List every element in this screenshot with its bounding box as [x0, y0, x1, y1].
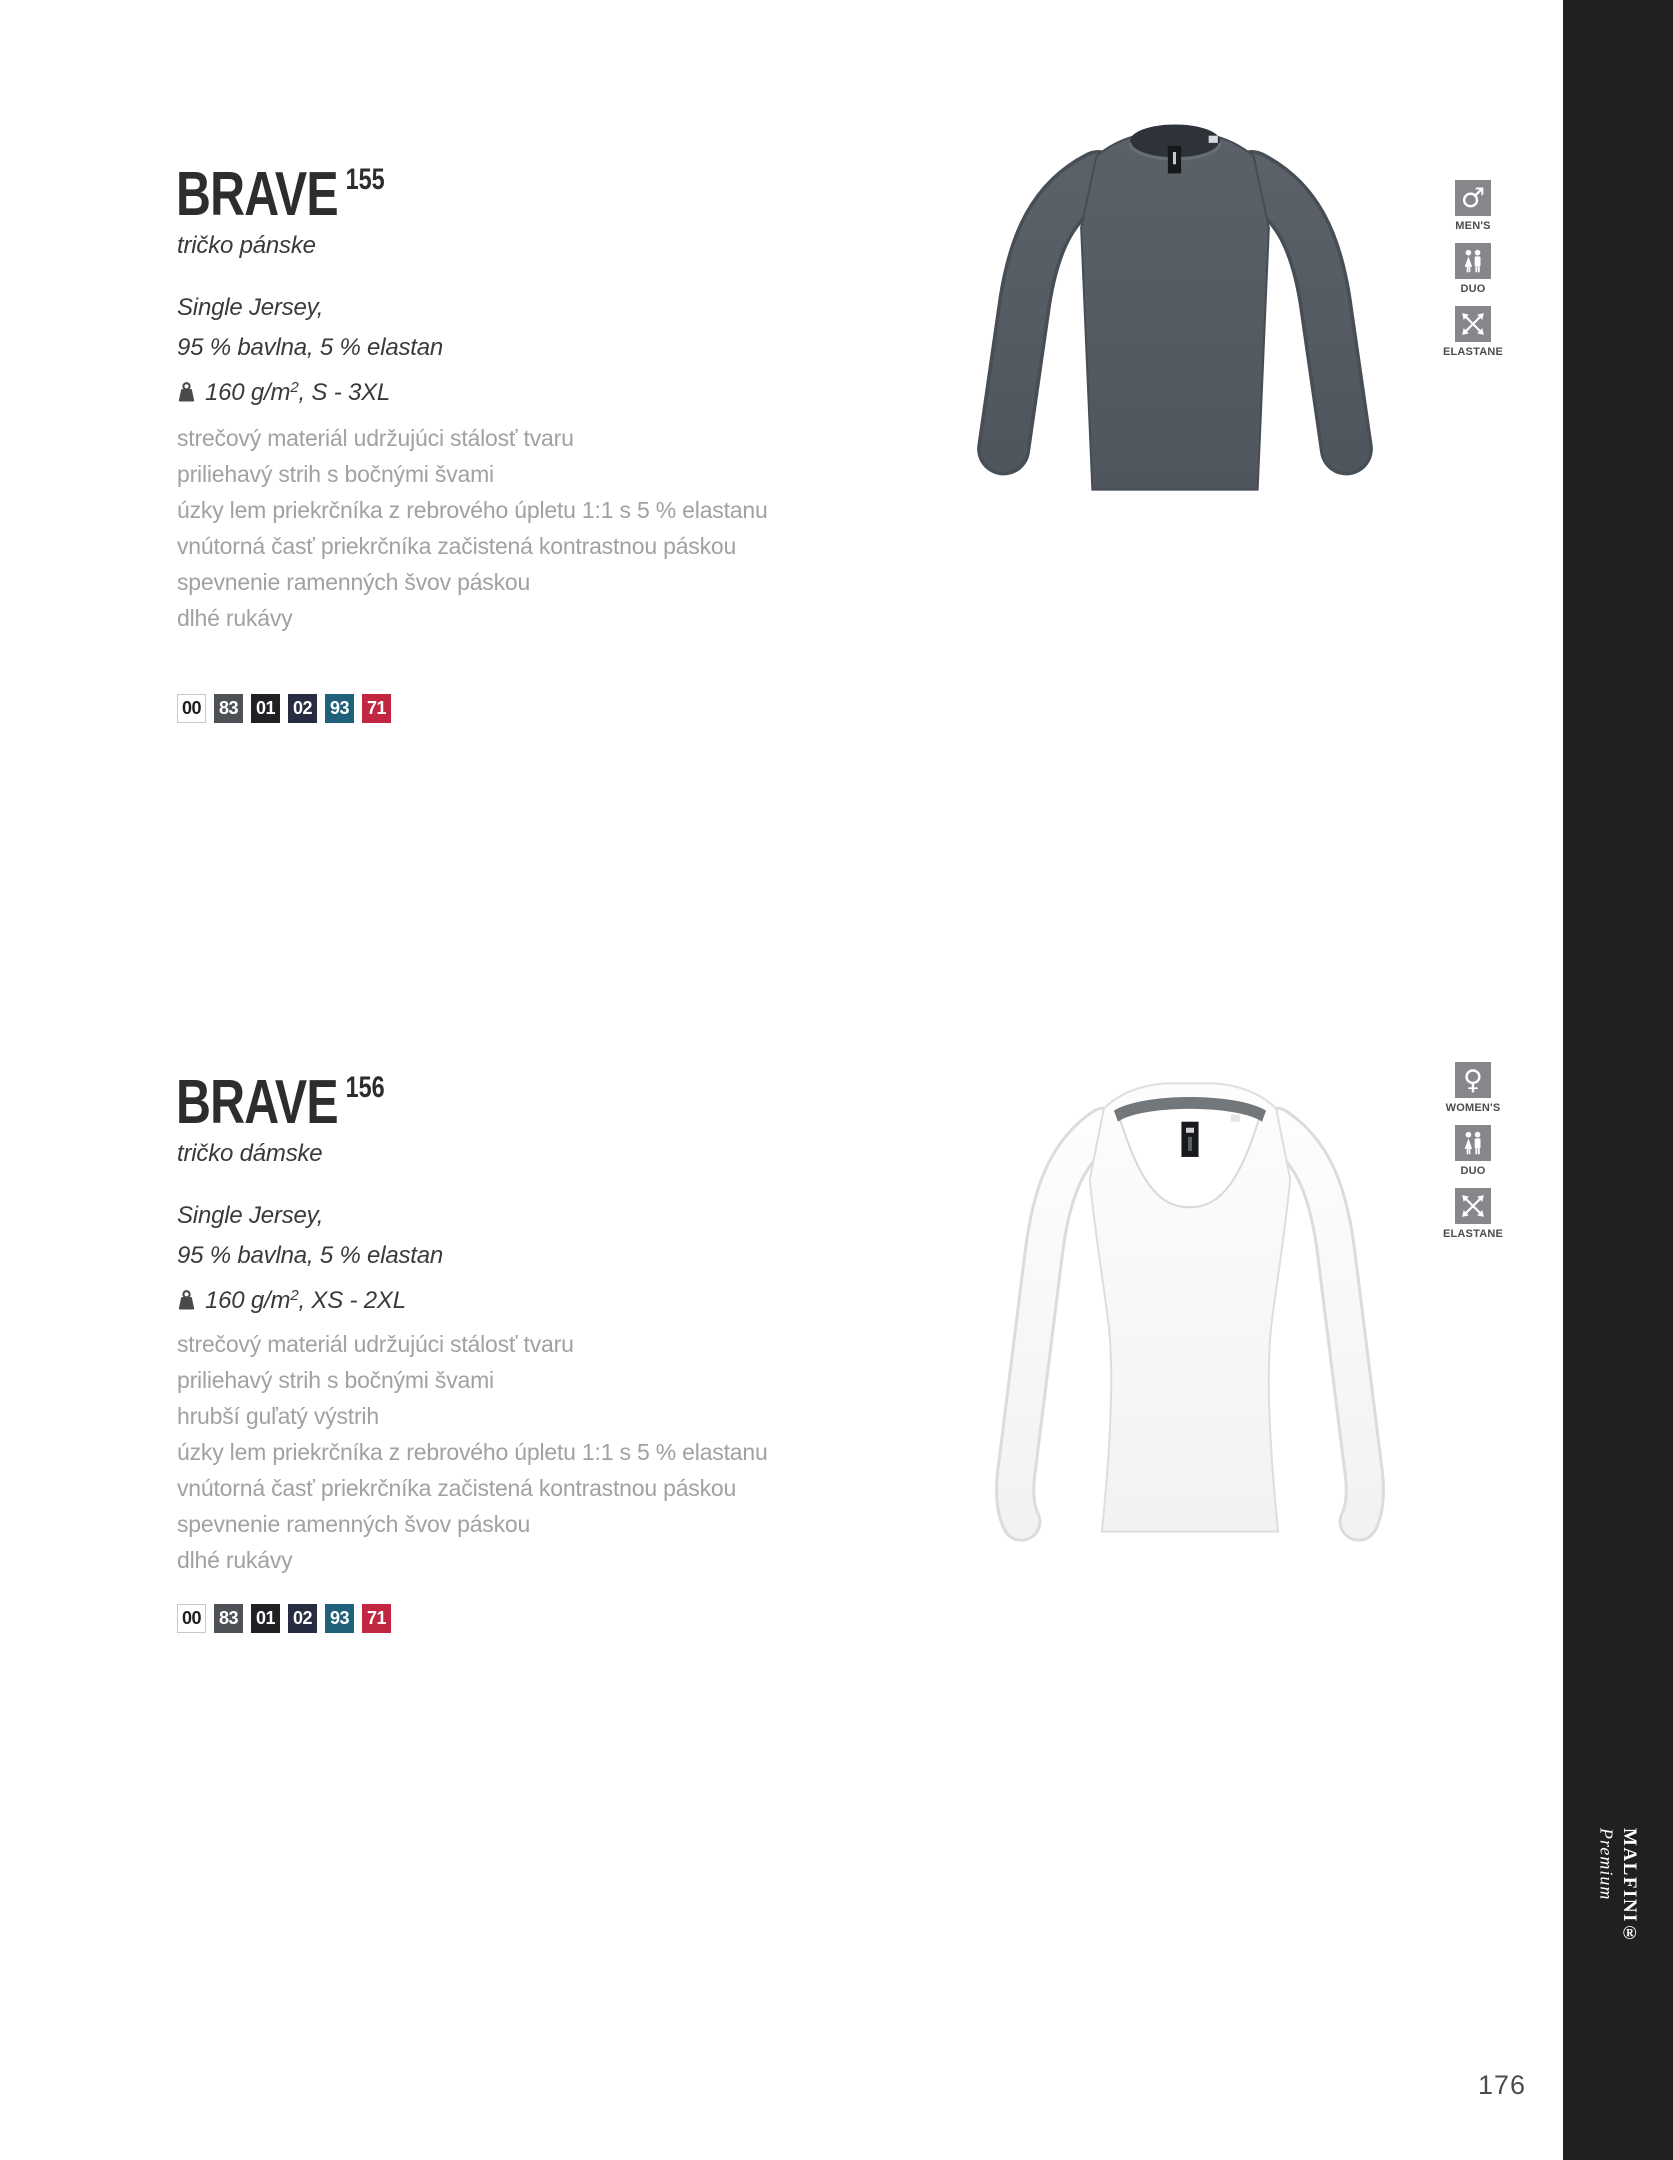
product-title	[176, 159, 385, 229]
product-name: BRAVE	[176, 159, 338, 229]
mens-shirt-photo	[920, 100, 1430, 508]
color-swatch-71: 71	[362, 1604, 391, 1633]
color-swatch-row	[177, 694, 391, 723]
womens-icon: ♀	[1463, 1064, 1483, 1096]
badge-column	[1440, 180, 1506, 369]
feature-item: priliehavý strih s bočnými švami	[177, 461, 494, 487]
elastane-badge-square	[1455, 306, 1491, 342]
color-swatch-93: 93	[325, 1604, 354, 1633]
womens-shirt-photo	[950, 1026, 1430, 1578]
feature-item: úzky lem priekrčníka z rebrového úpletu 1:1 s 5 % elastanu	[177, 497, 768, 523]
badge-label: ELASTANE	[1442, 346, 1504, 358]
weight-icon	[177, 381, 196, 403]
duo-icon	[1458, 1128, 1488, 1158]
feature-list	[177, 1326, 768, 1578]
brand-name: MALFINI®	[1619, 1828, 1641, 1946]
feature-item: priliehavý strih s bočnými švami	[177, 1367, 494, 1393]
material-line: 95 % bavlna, 5 % elastan	[177, 1242, 444, 1269]
brand-sidebar	[1563, 0, 1673, 2160]
weight-icon	[177, 1289, 196, 1311]
duo-badge-square	[1455, 1125, 1491, 1161]
mens-badge-square	[1455, 180, 1491, 216]
elastane-icon	[1458, 1191, 1488, 1221]
color-swatch-02: 02	[288, 694, 317, 723]
material-info	[177, 1196, 443, 1321]
color-swatch-83: 83	[214, 1604, 243, 1633]
badge-duo	[1455, 243, 1491, 295]
brand-sidebar-text	[1595, 1828, 1641, 1945]
weight-size-text: 160 $g/m^2$, XS - 2XL	[205, 1287, 406, 1314]
color-swatch-01: 01	[251, 694, 280, 723]
feature-item: spevnenie ramenných švov páskou	[177, 569, 531, 595]
feature-item: úzky lem priekrčníka z rebrového úpletu 1:1 s 5 % elastanu	[177, 1439, 768, 1465]
feature-list	[177, 420, 768, 636]
product-subtitle: tričko dámske	[177, 1140, 323, 1167]
color-swatch-00: 00	[177, 1604, 206, 1633]
duo-badge-square	[1455, 243, 1491, 279]
weight-size-line	[177, 1276, 443, 1321]
duo-icon	[1458, 246, 1488, 276]
womens-badge-square	[1455, 1062, 1491, 1098]
color-swatch-01: 01	[251, 1604, 280, 1633]
product-code: 156	[345, 1070, 385, 1104]
product-title	[176, 1067, 385, 1137]
badge-label: ELASTANE	[1442, 1228, 1504, 1240]
badge-column	[1440, 1062, 1506, 1251]
feature-item: dlhé rukávy	[177, 1547, 293, 1573]
product-code: 155	[345, 162, 385, 196]
color-swatch-02: 02	[288, 1604, 317, 1633]
color-swatch-row	[177, 1604, 391, 1633]
badge-label: DUO	[1460, 1165, 1486, 1177]
material-line: 95 % bavlna, 5 % elastan	[177, 334, 444, 361]
material-info	[177, 288, 443, 413]
mens-icon: ♂	[1460, 182, 1486, 214]
page-number: 176	[1477, 2070, 1527, 2100]
elastane-badge-square	[1455, 1188, 1491, 1224]
badge-duo	[1455, 1125, 1491, 1177]
material-line: Single Jersey,	[177, 1202, 324, 1229]
feature-item: vnútorná časť priekrčníka začistená kontrastnou páskou	[177, 533, 737, 559]
feature-item: vnútorná časť priekrčníka začistená kontrastnou páskou	[177, 1475, 737, 1501]
feature-item: strečový materiál udržujúci stálosť tvaru	[177, 425, 574, 451]
badge-womens	[1446, 1062, 1501, 1114]
color-swatch-00: 00	[177, 694, 206, 723]
feature-item: hrubší guľatý výstrih	[177, 1403, 379, 1429]
feature-item: spevnenie ramenných švov páskou	[177, 1511, 531, 1537]
color-swatch-83: 83	[214, 694, 243, 723]
feature-item: strečový materiál udržujúci stálosť tvaru	[177, 1331, 574, 1357]
brand-edition: Premium	[1596, 1828, 1617, 1901]
product-subtitle: tričko pánske	[177, 232, 316, 259]
badge-elastane	[1443, 1188, 1503, 1240]
elastane-icon	[1458, 309, 1488, 339]
color-swatch-93: 93	[325, 694, 354, 723]
weight-size-line	[177, 368, 443, 413]
badge-elastane	[1443, 306, 1503, 358]
badge-label: MEN'S	[1455, 220, 1491, 232]
badge-label: DUO	[1460, 283, 1486, 295]
weight-size-text: 160 $g/m^2$, S - 3XL	[205, 379, 391, 406]
product-name: BRAVE	[176, 1067, 338, 1137]
color-swatch-71: 71	[362, 694, 391, 723]
badge-mens	[1455, 180, 1491, 232]
badge-label: WOMEN'S	[1445, 1102, 1501, 1114]
feature-item: dlhé rukávy	[177, 605, 293, 631]
material-line: Single Jersey,	[177, 294, 324, 321]
